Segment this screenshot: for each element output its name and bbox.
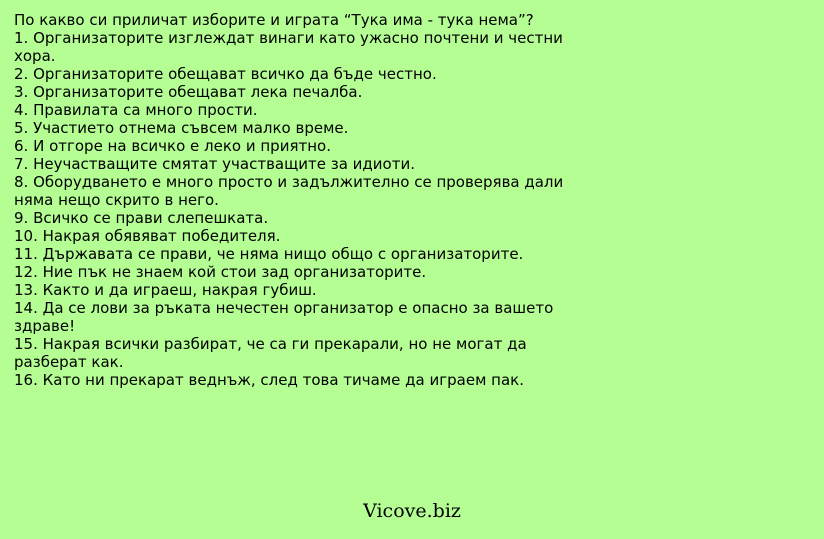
list-item: 5. Участието отнема съвсем малко време. (14, 119, 349, 137)
list-item: 1. Организаторите изглеждат винаги като ужасно почтени и честни хора. (14, 29, 563, 65)
list-item: 4. Правилата са много прости. (14, 101, 258, 119)
joke-text (14, 11, 584, 389)
list-item: 16. Като ни прекарат веднъж, след това тичаме да играем пак. (14, 371, 524, 389)
list-item: 10. Накрая обявяват победителя. (14, 227, 281, 245)
list-item: 3. Организаторите обещават лека печалба. (14, 83, 363, 101)
list-item: 11. Държавата се прави, че няма нищо общо с организаторите. (14, 245, 524, 263)
list-item: 8. Оборудването е много просто и задължително се проверява дали няма нещо скрито в него. (14, 173, 564, 209)
list-item: 13. Както и да играеш, накрая губиш. (14, 281, 317, 299)
list-item: 6. И отгоре на всичко е леко и приятно. (14, 137, 331, 155)
list-item: 14. Да се лови за ръката нечестен организатор е опасно за вашето здраве! (14, 299, 554, 335)
site-watermark: Vicove.biz (363, 500, 461, 522)
list-item: 15. Накрая всички разбират, че са ги прекарали, но не могат да разберат как. (14, 335, 527, 371)
list-item: 12. Ние пък не знаем кой стои зад организаторите. (14, 263, 427, 281)
list-item: 2. Организаторите обещават всичко да бъде честно. (14, 65, 437, 83)
joke-title: По какво си приличат изборите и играта “Тука има - тука нема”? (14, 11, 534, 29)
list-item: 7. Неучастващите смятат участващите за идиоти. (14, 155, 415, 173)
list-item: 9. Всичко се прави слепешката. (14, 209, 269, 227)
